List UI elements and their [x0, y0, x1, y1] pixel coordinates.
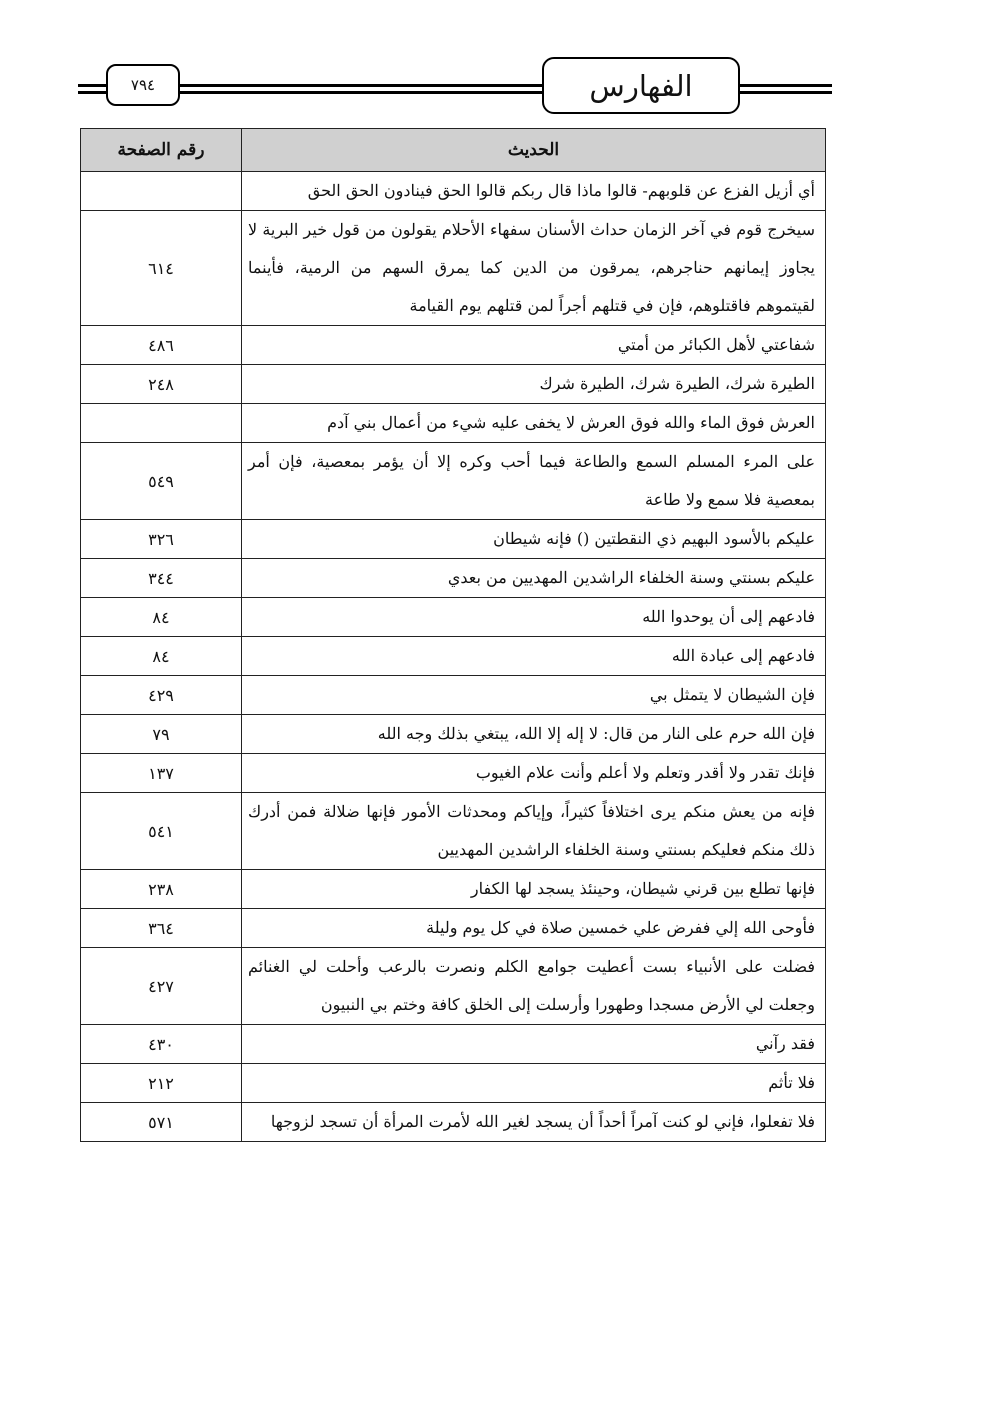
table-row [81, 559, 826, 598]
hadith-text: فلا تفعلوا، فإني لو كنت آمراً أحداً أن يسجد لغير الله لأمرت المرأة أن تسجد لزوجها [242, 1103, 826, 1142]
page-ref: ٥٤١ [81, 793, 242, 870]
page-ref: ٣٢٦ [81, 520, 242, 559]
table-row [81, 948, 826, 1025]
hadith-text: فادعهم إلى عبادة الله [242, 637, 826, 676]
table-row [81, 211, 826, 326]
hadith-text: فادعهم إلى أن يوحدوا الله [242, 598, 826, 637]
hadith-text: العرش فوق الماء والله فوق العرش لا يخفى عليه شيء من أعمال بني آدم [242, 404, 826, 443]
table-row [81, 1103, 826, 1142]
table-row [81, 1025, 826, 1064]
page-ref [81, 404, 242, 443]
page-ref [81, 172, 242, 211]
hadith-text: عليكم بالأسود البهيم ذي النقطتين () فإنه شيطان [242, 520, 826, 559]
hadith-text: على المرء المسلم السمع والطاعة فيما أحب وكره إلا أن يؤمر بمعصية، فإن أمر بمعصية فلا سمع ولا طاعة [242, 443, 826, 520]
hadith-text: عليكم بسنتي وسنة الخلفاء الراشدين المهديين من بعدي [242, 559, 826, 598]
page-ref: ١٣٧ [81, 754, 242, 793]
hadith-index-table [80, 128, 826, 1142]
page-ref: ٨٤ [81, 637, 242, 676]
page-ref: ٢١٢ [81, 1064, 242, 1103]
table-row [81, 365, 826, 404]
table-header-row [81, 129, 826, 172]
page-ref: ٨٤ [81, 598, 242, 637]
hadith-text: فإن الله حرم على النار من قال: لا إله إلا الله، يبتغي بذلك وجه الله [242, 715, 826, 754]
table-row [81, 637, 826, 676]
page-ref: ٥٧١ [81, 1103, 242, 1142]
page-number: ٧٩٤ [106, 64, 180, 106]
table-row [81, 1064, 826, 1103]
table-row [81, 715, 826, 754]
hadith-text: أي أزيل الفزع عن قلوبهم- قالوا ماذا قال ربكم قالوا الحق فينادون الحق الحق [242, 172, 826, 211]
page-ref: ٤٢٧ [81, 948, 242, 1025]
page-ref: ٧٩ [81, 715, 242, 754]
hadith-text: فقد رآني [242, 1025, 826, 1064]
table-row [81, 404, 826, 443]
table-row [81, 870, 826, 909]
table-row [81, 676, 826, 715]
hadith-text: فإنه من يعش منكم يرى اختلافاً كثيراً، وإياكم ومحدثات الأمور فإنها ضلالة فمن أدرك ذلك منكم فعليكم بسنتي وسنة الخلفاء الراشدين المهديين [242, 793, 826, 870]
page-ref: ٢٤٨ [81, 365, 242, 404]
table-row [81, 326, 826, 365]
page-ref: ٤٢٩ [81, 676, 242, 715]
table-row [81, 443, 826, 520]
page-ref: ٣٦٤ [81, 909, 242, 948]
hadith-text: فأوحى الله إلي ففرض علي خمسين صلاة في كل يوم وليلة [242, 909, 826, 948]
table-row [81, 172, 826, 211]
page-ref: ٣٤٤ [81, 559, 242, 598]
hadith-text: سيخرج قوم في آخر الزمان حداث الأسنان سفهاء الأحلام يقولون من قول خير البرية لا يجاوز إيمانهم حناجرهم، يمرقون من الدين كما يمرق السهم من الرمية، فأينما لقيتموهم فاقتلوهم، فإن في قتلهم أجراً لمن قتلهم يوم القيامة [242, 211, 826, 326]
hadith-text: فإن الشيطان لا يتمثل بي [242, 676, 826, 715]
table-row [81, 754, 826, 793]
hadith-text: فإنها تطلع بين قرني شيطان، وحينئذ يسجد لها الكفار [242, 870, 826, 909]
hadith-text: فإنك تقدر ولا أقدر وتعلم ولا أعلم وأنت علام الغيوب [242, 754, 826, 793]
table-row [81, 909, 826, 948]
hadith-text: فلا تأثم [242, 1064, 826, 1103]
page-ref: ٤٣٠ [81, 1025, 242, 1064]
hadith-text: فضلت على الأنبياء بست أعطيت جوامع الكلم ونصرت بالرعب وأحلت لي الغنائم وجعلت لي الأرض مسجدا وطهورا وأرسلت إلى الخلق كافة وختم بي النبيون [242, 948, 826, 1025]
hadith-text: شفاعتي لأهل الكبائر من أمتي [242, 326, 826, 365]
column-header-page: رقم الصفحة [81, 129, 242, 172]
section-title: الفهارس [542, 57, 740, 114]
page-ref: ٢٣٨ [81, 870, 242, 909]
page-ref: ٤٨٦ [81, 326, 242, 365]
page-header [0, 0, 992, 120]
table-row [81, 598, 826, 637]
hadith-text: الطيرة شرك، الطيرة شرك، الطيرة شرك [242, 365, 826, 404]
column-header-hadith: الحديث [242, 129, 826, 172]
table-row [81, 520, 826, 559]
table-row [81, 793, 826, 870]
page-ref: ٦١٤ [81, 211, 242, 326]
page-ref: ٥٤٩ [81, 443, 242, 520]
